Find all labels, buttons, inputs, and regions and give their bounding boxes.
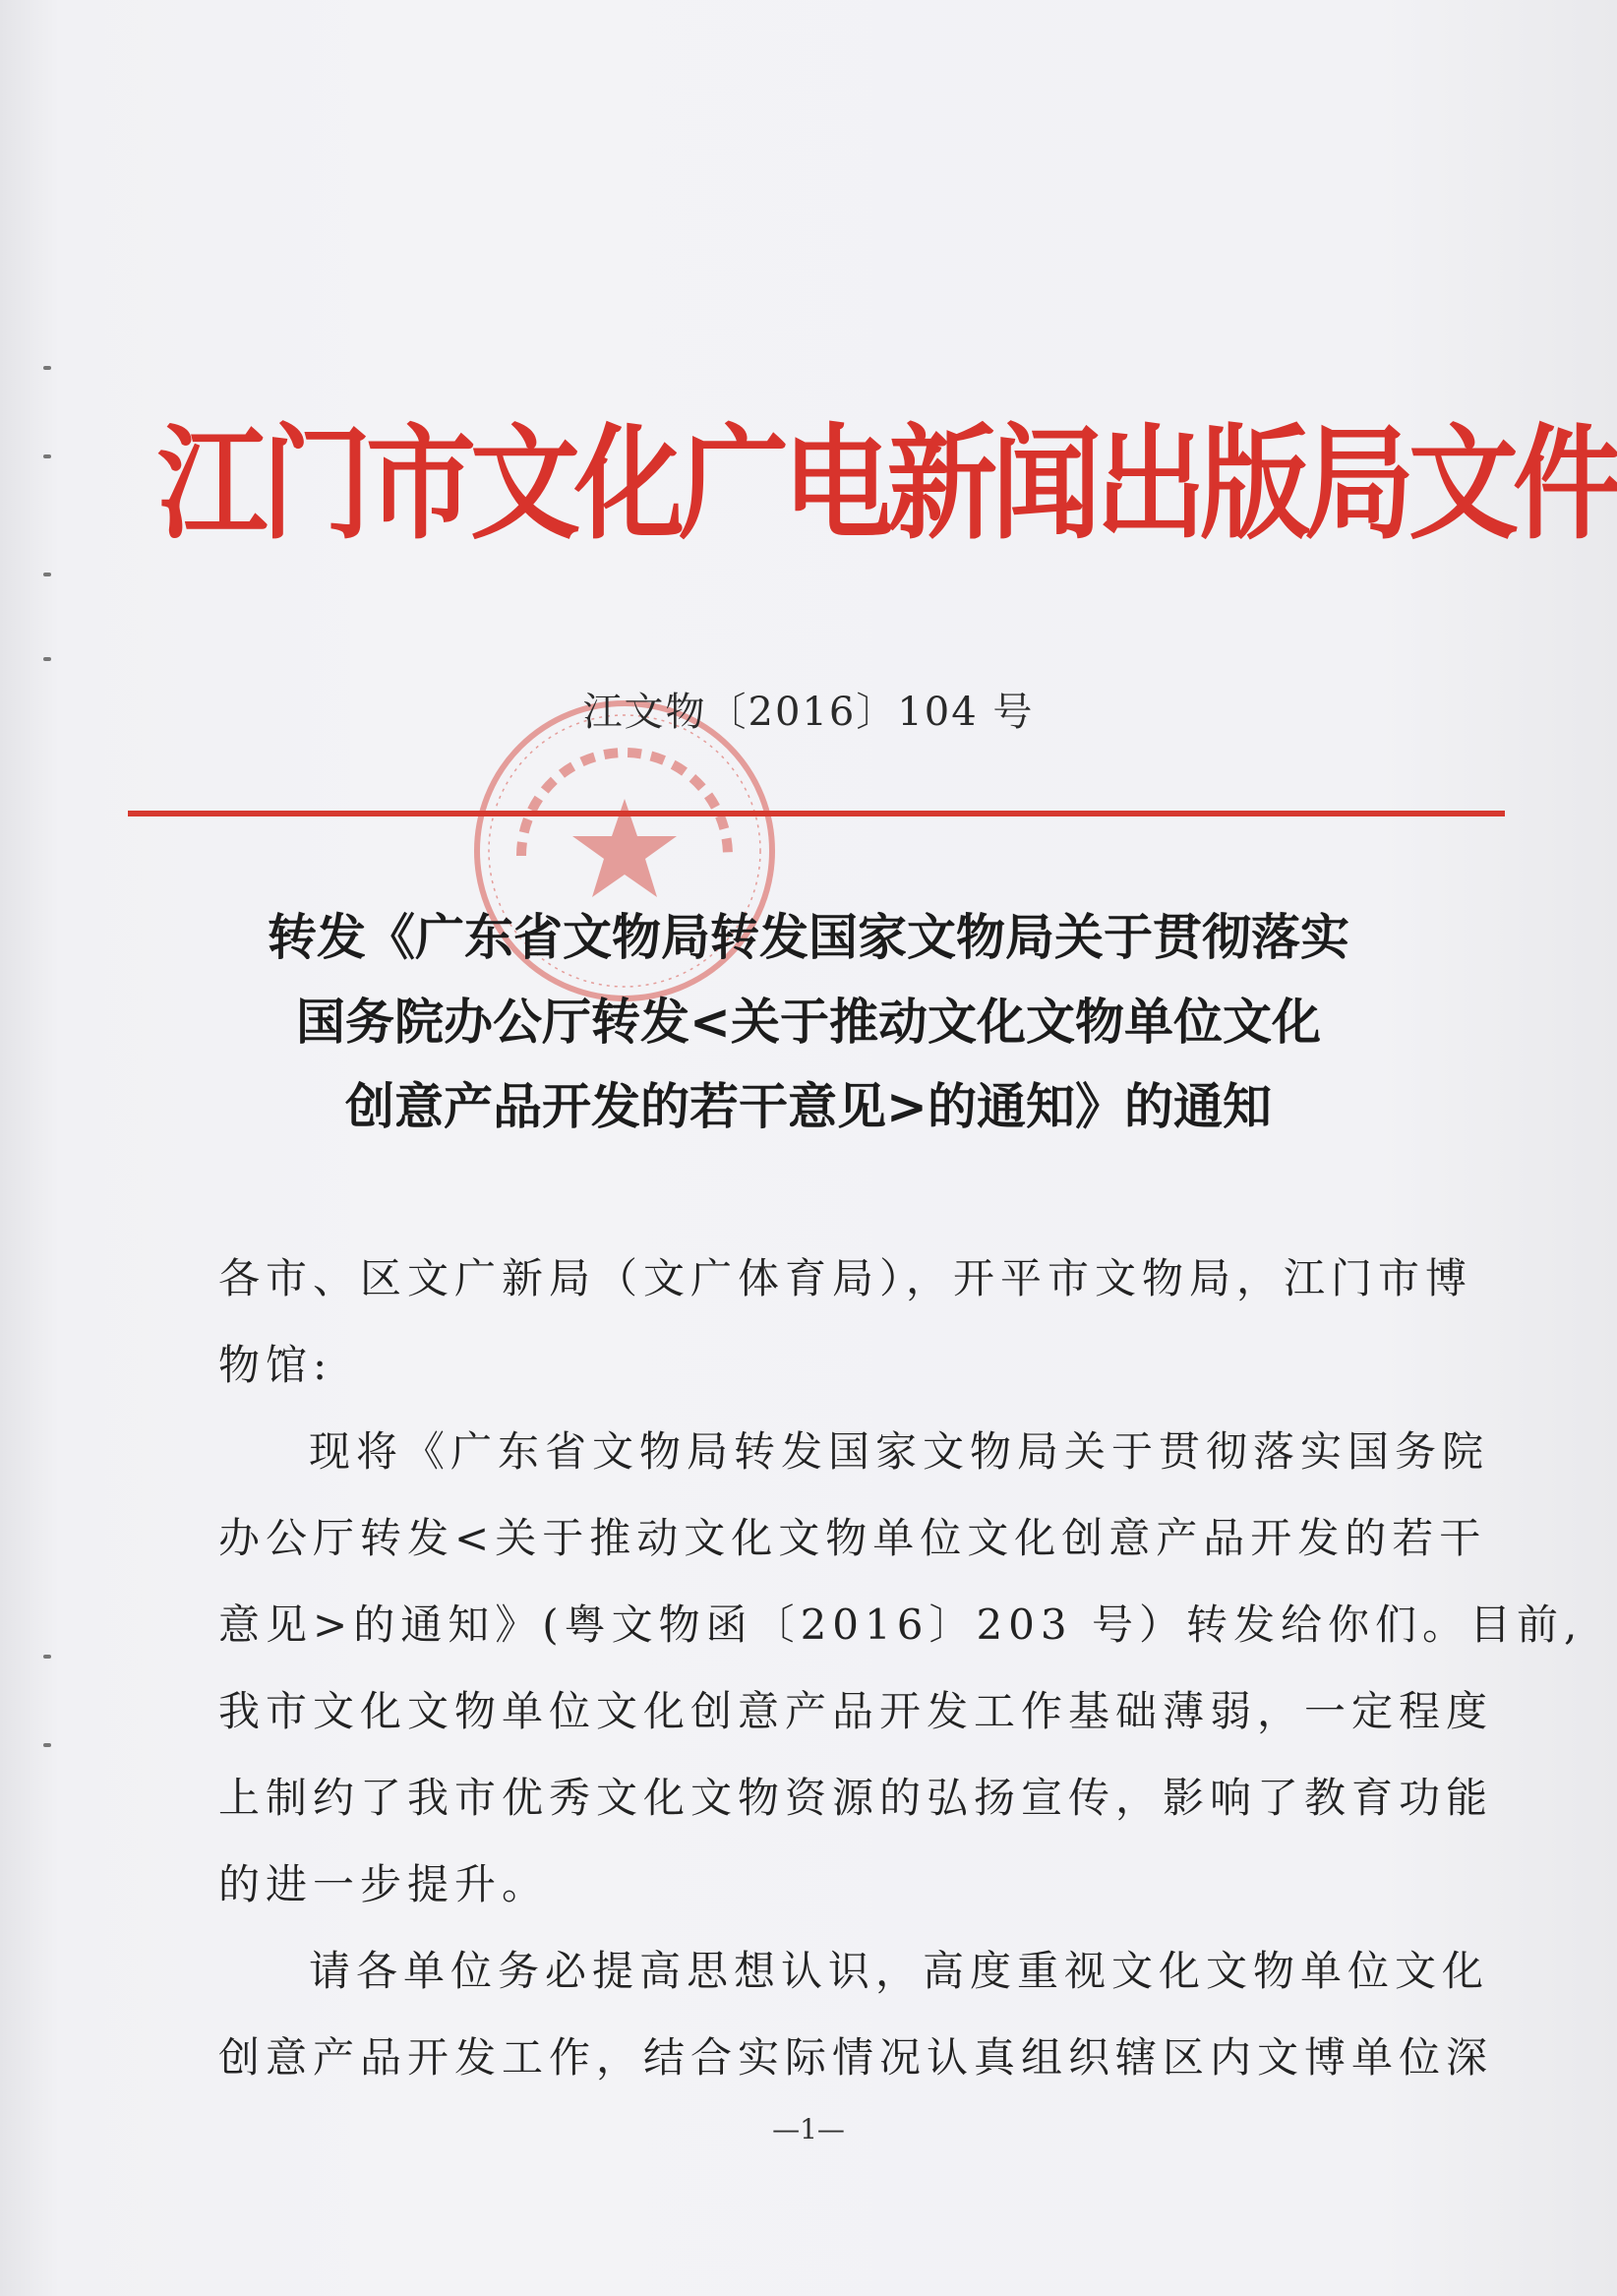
body-text-line: 的进一步提升。 bbox=[218, 1860, 550, 1908]
binding-hole-mark bbox=[43, 454, 51, 458]
binding-hole-mark bbox=[43, 1743, 51, 1747]
binding-hole-mark bbox=[43, 1655, 51, 1659]
body-text-line: 上制约了我市优秀文化文物资源的弘扬宣传，影响了教育功能 bbox=[218, 1774, 1494, 1822]
document-body bbox=[218, 1236, 1584, 2101]
addressee-line: 各市、区文广新局（文广体育局），开平市文物局，江门市博 bbox=[218, 1254, 1473, 1302]
title-line: 创意产品开发的若干意见>的通知》的通知 bbox=[345, 1078, 1272, 1135]
red-divider-rule bbox=[128, 811, 1505, 816]
binding-hole-mark bbox=[43, 366, 51, 370]
body-text-line: 意见>的通知》(粤文物函〔2016〕203 号）转发给你们。目前, bbox=[218, 1601, 1584, 1649]
letterhead-title: 江门市文化广电新闻出版局文件 bbox=[157, 411, 1617, 557]
document-title bbox=[197, 895, 1420, 1149]
body-text-line: 现将《广东省文物局转发国家文物局关于贯彻落实国务院 bbox=[309, 1427, 1490, 1476]
body-text-line: 办公厅转发<关于推动文化文物单位文化创意产品开发的若干 bbox=[218, 1514, 1487, 1562]
title-line: 国务院办公厅转发<关于推动文化文物单位文化 bbox=[296, 994, 1321, 1051]
body-text-line: 我市文化文物单位文化创意产品开发工作基础薄弱，一定程度 bbox=[218, 1687, 1494, 1735]
body-text-line: 请各单位务必提高思想认识，高度重视文化文物单位文化 bbox=[309, 1947, 1490, 1995]
binding-hole-mark bbox=[43, 657, 51, 661]
binding-hole-mark bbox=[43, 573, 51, 576]
document-number: 江文物〔2016〕104 号 bbox=[582, 690, 1035, 735]
addressee-line: 物馆: bbox=[218, 1341, 333, 1389]
page-number: —1— bbox=[772, 2113, 845, 2145]
title-line: 转发《广东省文物局转发国家文物局关于贯彻落实 bbox=[268, 909, 1349, 966]
body-text-line: 创意产品开发工作，结合实际情况认真组织辖区内文博单位深 bbox=[218, 2033, 1494, 2082]
